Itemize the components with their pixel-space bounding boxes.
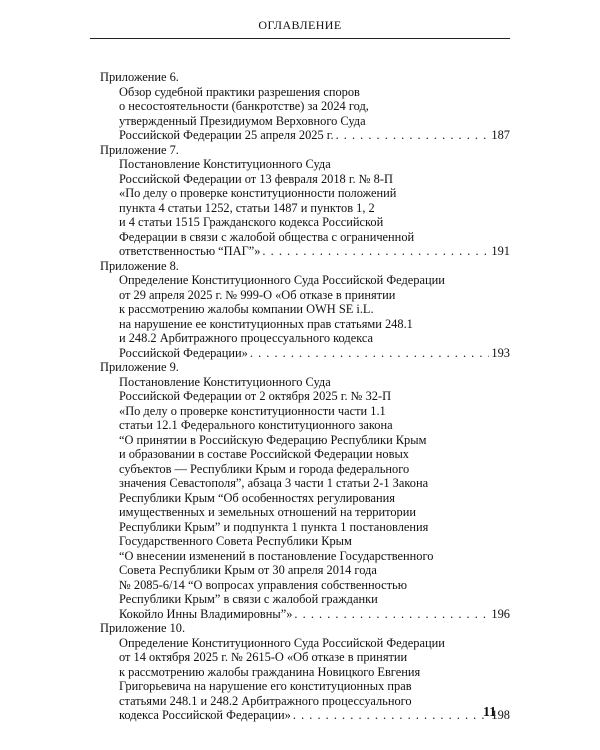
entry-text-line: статьи 12.1 Федерального конституционного закона bbox=[119, 418, 393, 432]
entry-text-line: статьями 248.1 и 248.2 Арбитражного процессуального bbox=[119, 693, 412, 708]
appendix-title: Приложение 10. bbox=[100, 621, 186, 635]
toc-entry bbox=[100, 360, 510, 621]
entry-last-line bbox=[119, 346, 510, 361]
entry-text-line: Совета Республики Крым от 30 апреля 2014 года bbox=[119, 563, 377, 577]
entry-text-line: утвержденный Президиумом Верховного Суда bbox=[119, 113, 366, 128]
entry-last-line bbox=[119, 607, 510, 622]
entry-text-line: от 29 апреля 2025 г. № 999-О «Об отказе в принятии bbox=[119, 287, 396, 302]
entry-page-number: 187 bbox=[491, 128, 510, 142]
entry-text-line: Определение Конституционного Суда Российской Федерации bbox=[119, 635, 445, 650]
entry-text-line: Постановление Конституционного Суда bbox=[119, 374, 331, 389]
entry-text-line: значения Севастополя”, абзаца 3 части 1 статьи 2-1 Закона bbox=[119, 476, 429, 490]
toc-entry bbox=[100, 621, 510, 723]
toc-entry bbox=[100, 143, 510, 259]
entry-text-line: “О внесении изменений в постановление Государственного bbox=[119, 548, 434, 563]
dot-leader bbox=[250, 346, 490, 361]
entry-text-line: Российской Федерации 25 апреля 2025 г. bbox=[119, 128, 334, 142]
entry-page-number: 196 bbox=[491, 606, 510, 621]
entry-last-line bbox=[119, 708, 510, 723]
toc-entry bbox=[100, 259, 510, 361]
entry-text-line: ответственностью “ПАГ”» bbox=[119, 244, 261, 258]
entry-text-line: Республики Крым “Об особенностях регулирования bbox=[119, 490, 395, 505]
entry-text-line: Григорьевича на нарушение его конституционных прав bbox=[119, 679, 412, 693]
entry-text-line: Государственного Совета Республики Крым bbox=[119, 534, 352, 548]
entry-text-line: Федерации в связи с жалобой общества с ограниченной bbox=[119, 229, 415, 244]
header-rule bbox=[90, 38, 510, 39]
entry-text-line: Российской Федерации от 2 октября 2025 г. № 32-П bbox=[119, 389, 392, 403]
toc-entry bbox=[100, 70, 510, 143]
appendix-title: Приложение 7. bbox=[100, 142, 179, 157]
entry-text-line: Обзор судебной практики разрешения споров bbox=[119, 84, 360, 99]
running-header: ОГЛАВЛЕНИЕ bbox=[258, 18, 342, 32]
table-of-contents bbox=[100, 70, 510, 723]
dot-leader bbox=[294, 607, 489, 622]
entry-text-line: пункта 4 статьи 1252, статьи 1487 и пунктов 1, 2 bbox=[119, 200, 375, 215]
entry-text-line: и образовании в составе Российской Федерации новых bbox=[119, 447, 409, 461]
entry-text-line: «По делу о проверке конституционности положений bbox=[119, 186, 397, 200]
entry-last-line bbox=[119, 244, 510, 259]
entry-text-line: “О принятии в Российскую Федерацию Республики Крым bbox=[119, 432, 427, 447]
appendix-title: Приложение 9. bbox=[100, 360, 179, 374]
entry-text-line: на нарушение ее конституционных прав статьями 248.1 bbox=[119, 316, 413, 331]
appendix-title: Приложение 8. bbox=[100, 258, 179, 273]
entry-text-line: Кокойло Инны Владимировны”» bbox=[119, 606, 293, 621]
appendix-title: Приложение 6. bbox=[100, 70, 179, 84]
dot-leader bbox=[262, 244, 489, 259]
entry-text-line: Российской Федерации» bbox=[119, 345, 248, 360]
entry-text-line: Российской Федерации от 13 февраля 2018 г. № 8-П bbox=[119, 171, 393, 186]
entry-text-line: от 14 октября 2025 г. № 2615-О «Об отказе в принятии bbox=[119, 650, 408, 664]
entry-page-number: 191 bbox=[491, 244, 510, 258]
dot-leader bbox=[293, 708, 490, 723]
entry-text-line: Республики Крым” и подпункта 1 пункта 1 постановления bbox=[119, 519, 429, 534]
entry-text-line: «По делу о проверке конституционности части 1.1 bbox=[119, 403, 386, 418]
entry-page-number: 198 bbox=[491, 708, 510, 722]
dot-leader bbox=[336, 128, 490, 143]
entry-text-line: Постановление Конституционного Суда bbox=[119, 157, 331, 171]
entry-text-line: и 248.2 Арбитражного процессуального кодекса bbox=[119, 331, 374, 345]
entry-text-line: к рассмотрению жалобы компании OWH SE i.L. bbox=[119, 302, 374, 316]
entry-text-line: Республики Крым” в связи с жалобой гражданки bbox=[119, 592, 378, 606]
entry-text-line: № 2085-6/14 “О вопросах управления собственностью bbox=[119, 577, 407, 592]
entry-text-line: о несостоятельности (банкротстве) за 2024 год, bbox=[119, 99, 369, 113]
page-number: 11 bbox=[483, 705, 497, 720]
entry-text-line: кодекса Российской Федерации» bbox=[119, 708, 291, 722]
entry-text-line: и 4 статьи 1515 Гражданского кодекса Российской bbox=[119, 215, 384, 229]
entry-last-line bbox=[119, 128, 510, 143]
entry-page-number: 193 bbox=[491, 345, 510, 360]
entry-text-line: субъектов — Республики Крым и города федерального bbox=[119, 461, 410, 476]
entry-text-line: имущественных и земельных отношений на территории bbox=[119, 505, 417, 519]
entry-text-line: к рассмотрению жалобы гражданина Новицкого Евгения bbox=[119, 664, 421, 679]
entry-text-line: Определение Конституционного Суда Российской Федерации bbox=[119, 273, 445, 287]
